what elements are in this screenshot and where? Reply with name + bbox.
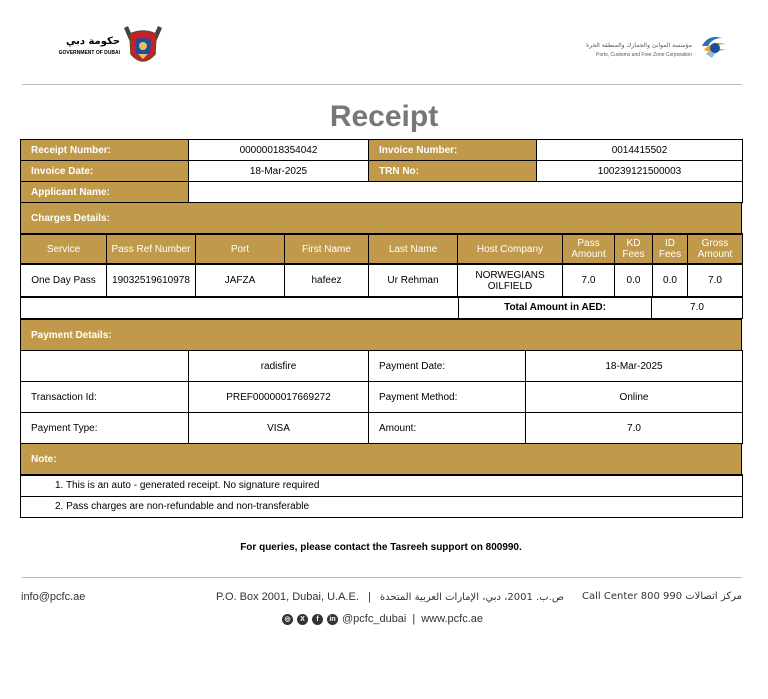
pass-amount-cell: 7.0	[563, 264, 615, 297]
pcfc-name-en: Ports, Customs and Free Zone Corporation	[596, 52, 692, 58]
payment-type-value: VISA	[189, 413, 369, 444]
x-icon[interactable]: X	[297, 614, 308, 625]
applicant-name-label: Applicant Name:	[21, 182, 189, 203]
charges-header-row	[21, 234, 743, 264]
port-cell: JAFZA	[196, 264, 285, 297]
kd-fees-cell: 0.0	[615, 264, 653, 297]
invoice-date-label: Invoice Date:	[21, 161, 189, 182]
linkedin-icon[interactable]: in	[327, 614, 338, 625]
charges-details-header: Charges Details:	[20, 202, 742, 234]
host-company-cell: NORWEGIANS OILFIELD	[458, 264, 563, 297]
applicant-name-value	[189, 182, 743, 203]
column-header: Host Company	[458, 234, 563, 264]
transaction-id-value: PREF00000017669272	[189, 382, 369, 413]
payment-method-label: Payment Method:	[369, 382, 526, 413]
government-emblem-icon	[118, 24, 168, 70]
facebook-icon[interactable]: f	[312, 614, 323, 625]
table-row	[21, 264, 743, 297]
support-contact-text: For queries, please contact the Tasreeh support on 800990.	[240, 542, 522, 553]
payment-date-value: 18-Mar-2025	[526, 351, 743, 382]
table-row	[21, 140, 743, 161]
instagram-icon[interactable]: ◎	[282, 614, 293, 625]
service-cell: One Day Pass	[21, 264, 107, 297]
payment-type-label: Payment Type:	[21, 413, 189, 444]
address	[216, 591, 564, 603]
table-row	[21, 382, 743, 413]
note-table	[20, 474, 743, 518]
invoice-number-value: 0014415502	[537, 140, 743, 161]
column-header: Service	[21, 234, 107, 264]
column-header: Port	[196, 234, 285, 264]
total-spacer	[21, 297, 459, 319]
social-links	[282, 612, 483, 626]
charges-table	[20, 233, 743, 298]
note-header: Note:	[20, 443, 742, 475]
payment-table	[20, 350, 743, 444]
note-item: 1. This is an auto - generated receipt. No signature required	[21, 475, 743, 496]
table-row	[21, 161, 743, 182]
trn-label: TRN No:	[369, 161, 537, 182]
header-divider	[22, 84, 742, 85]
column-header: KD Fees	[615, 234, 653, 264]
table-row	[21, 475, 743, 496]
transaction-id-label: Transaction Id:	[21, 382, 189, 413]
page-title: Receipt	[329, 100, 439, 133]
email-link[interactable]: info@pcfc.ae	[21, 591, 86, 603]
total-row-table	[20, 296, 743, 319]
total-amount-label: Total Amount in AED:	[459, 297, 652, 319]
pass-ref-cell: 19032519610978	[107, 264, 196, 297]
pcfc-name-ar: مؤسسة الموانئ والجمارك والمنطقة الحرة	[585, 42, 692, 49]
gov-name-en: GOVERNMENT OF DUBAI	[58, 50, 120, 56]
table-row	[21, 297, 743, 319]
payment-method-value: Online	[526, 382, 743, 413]
column-header: Pass Ref Number	[107, 234, 196, 264]
column-header: Pass Amount	[563, 234, 615, 264]
footer-divider	[22, 577, 742, 578]
government-of-dubai-logo	[36, 26, 168, 70]
payer-value: radisfire	[189, 351, 369, 382]
column-header: ID Fees	[653, 234, 688, 264]
column-header: First Name	[285, 234, 369, 264]
gross-amount-cell: 7.0	[688, 264, 743, 297]
address-ar: ص.ب. 2001، دبي، الإمارات العربية المتحدة	[379, 592, 564, 603]
table-row	[21, 182, 743, 203]
receipt-number-value: 00000018354042	[189, 140, 369, 161]
social-separator: |	[412, 613, 416, 625]
receipt-number-label: Receipt Number:	[21, 140, 189, 161]
column-header: Last Name	[369, 234, 458, 264]
id-fees-cell: 0.0	[653, 264, 688, 297]
column-header: Gross Amount	[688, 234, 743, 264]
trn-value: 100239121500003	[537, 161, 743, 182]
amount-label: Amount:	[369, 413, 526, 444]
table-row	[21, 496, 743, 517]
first-name-cell: hafeez	[285, 264, 369, 297]
note-item: 2. Pass charges are non-refundable and non-transferable	[21, 496, 743, 517]
payer-spacer	[21, 351, 189, 382]
amount-value: 7.0	[526, 413, 743, 444]
page-header	[20, 22, 744, 72]
address-en: P.O. Box 2001, Dubai, U.A.E.	[216, 591, 359, 603]
call-center: Call Center 800 990 مركز اتصالات	[582, 591, 742, 602]
gov-name-ar: حكومة دبي	[65, 36, 120, 47]
receipt-info-table	[20, 139, 743, 203]
social-handle[interactable]: @pcfc_dubai	[342, 613, 407, 625]
pcfc-logo-icon	[698, 32, 728, 62]
pcfc-logo	[585, 30, 728, 64]
invoice-number-label: Invoice Number:	[369, 140, 537, 161]
table-row	[21, 413, 743, 444]
total-amount-value: 7.0	[652, 297, 743, 319]
table-row	[21, 351, 743, 382]
payment-details-header: Payment Details:	[20, 319, 742, 351]
last-name-cell: Ur Rehman	[369, 264, 458, 297]
payment-date-label: Payment Date:	[369, 351, 526, 382]
website-link[interactable]: www.pcfc.ae	[421, 613, 483, 625]
address-separator: |	[367, 591, 371, 603]
invoice-date-value: 18-Mar-2025	[189, 161, 369, 182]
